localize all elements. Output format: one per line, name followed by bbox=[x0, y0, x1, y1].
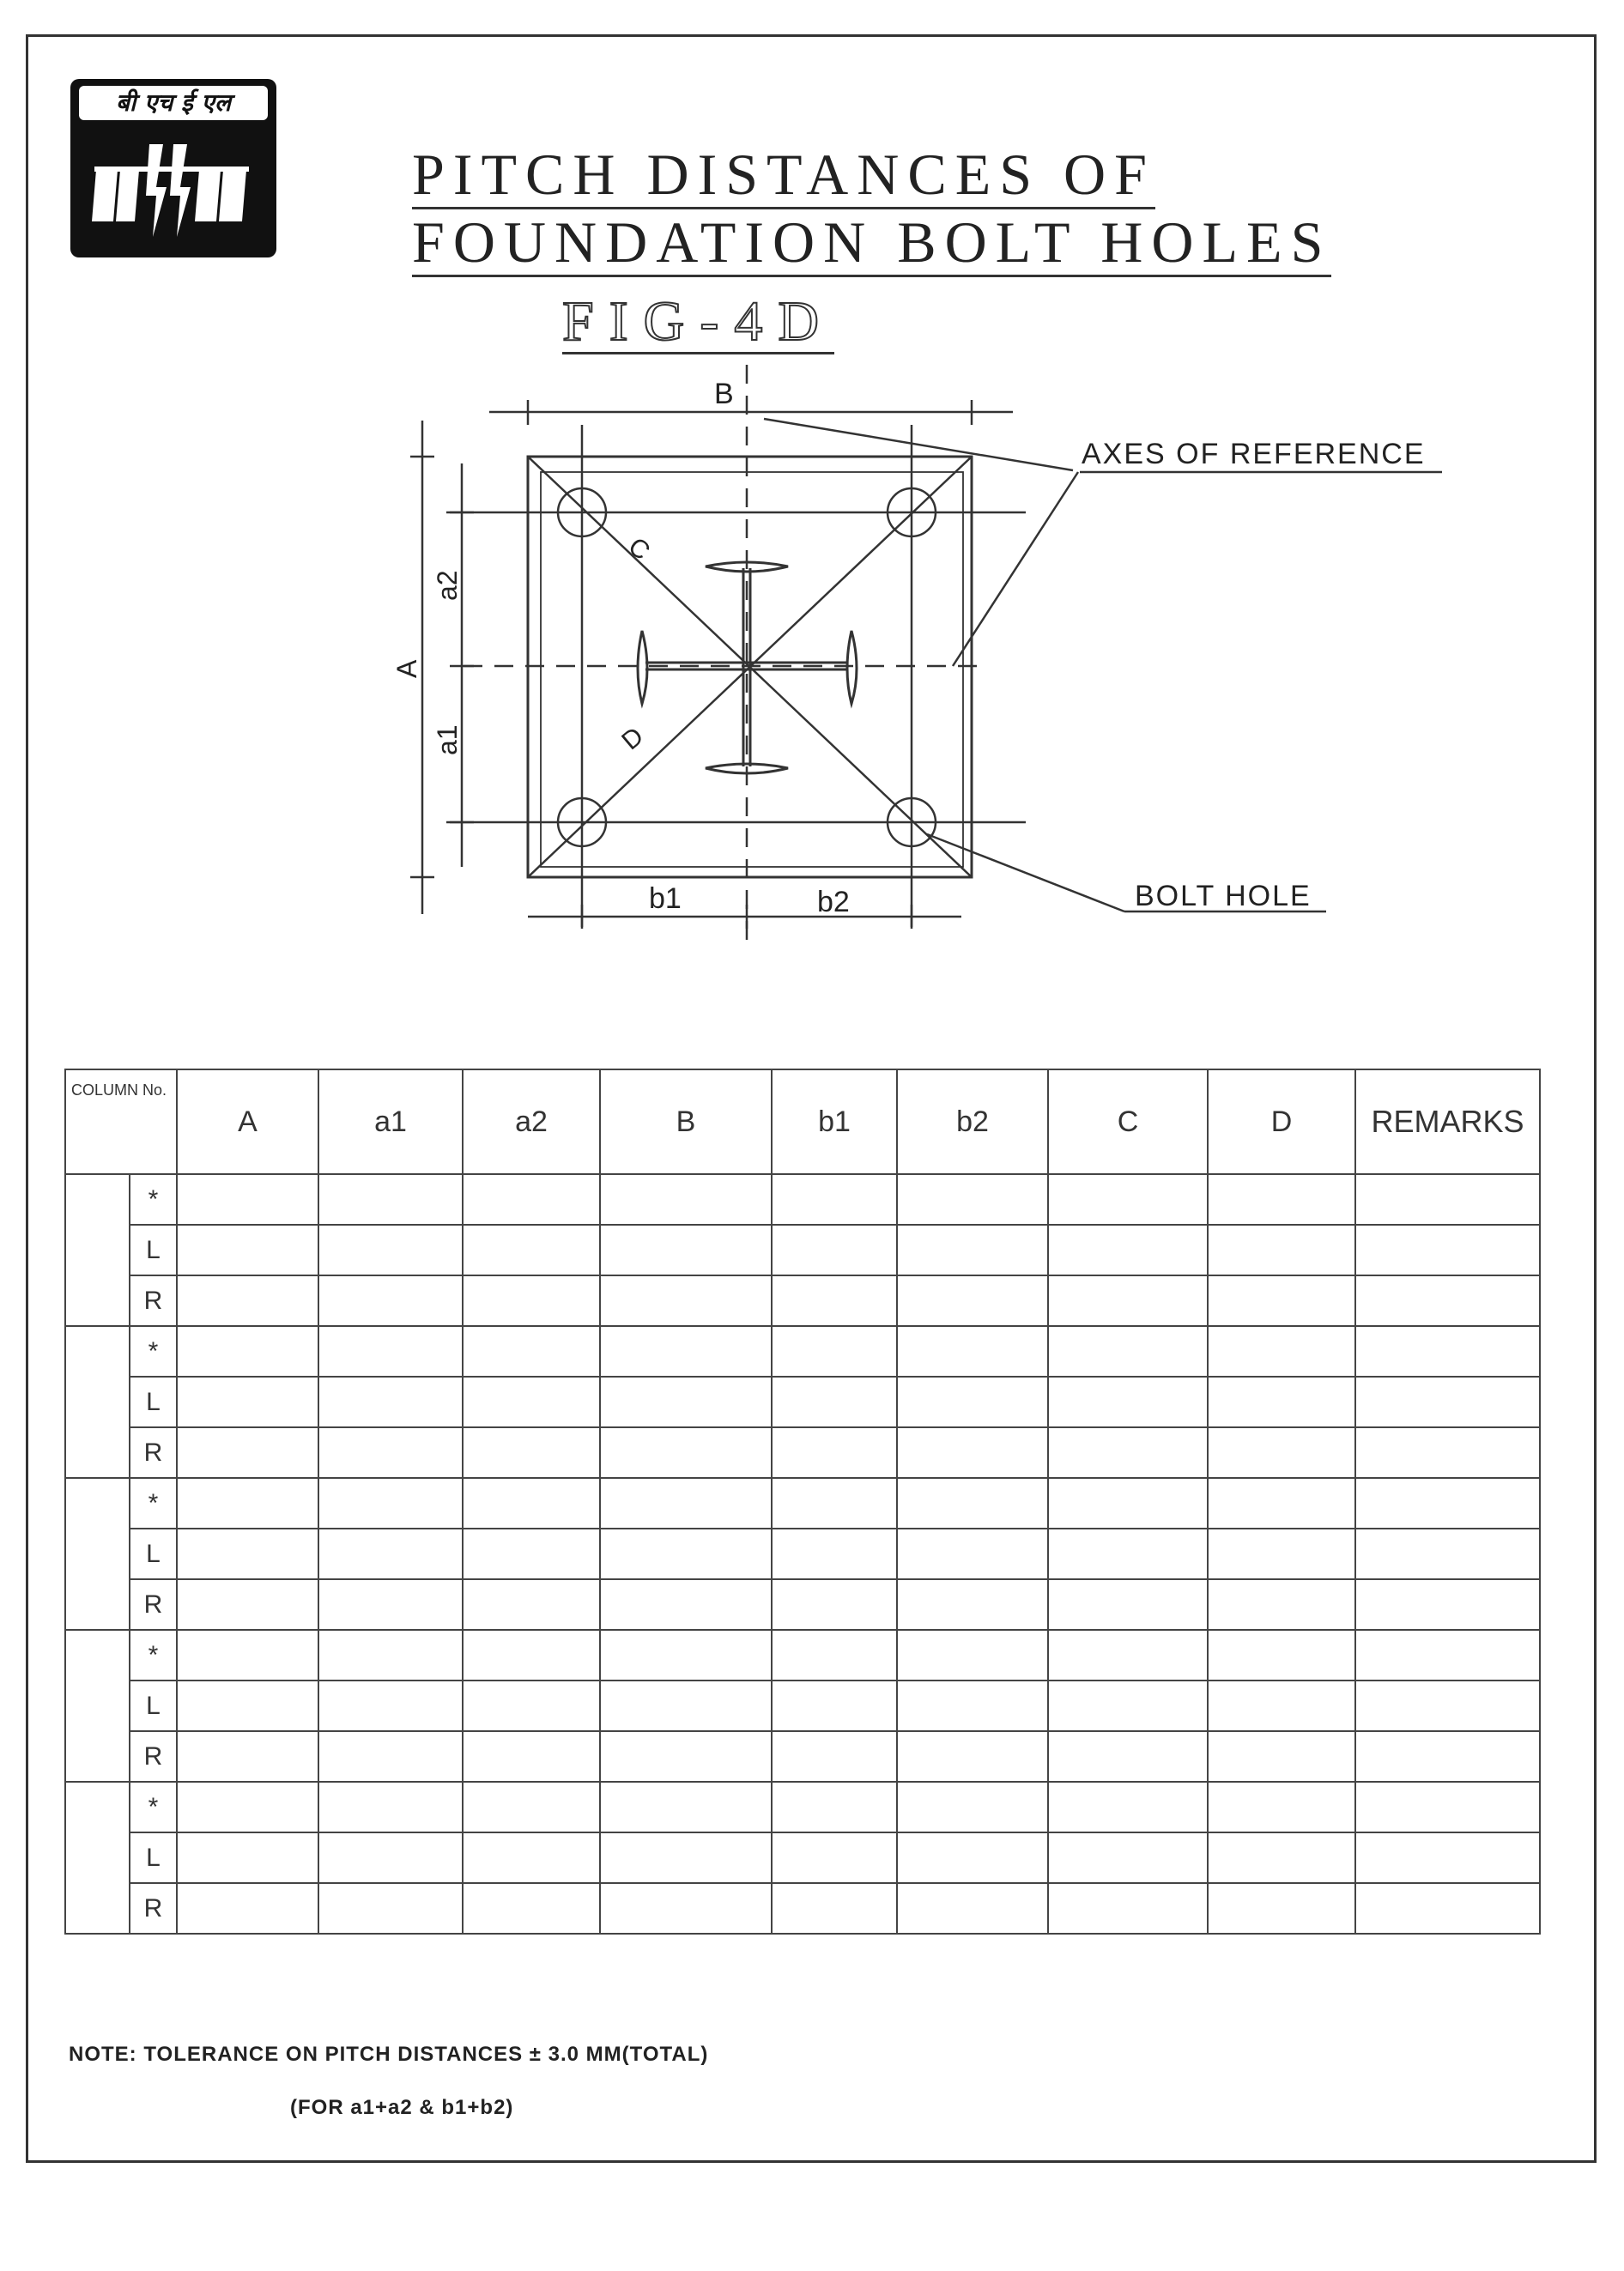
row-side-label: * bbox=[130, 1782, 177, 1832]
table-row bbox=[65, 1782, 1540, 1832]
table-cell[interactable] bbox=[177, 1630, 318, 1681]
table-cell[interactable] bbox=[772, 1579, 897, 1630]
table-cell[interactable] bbox=[463, 1731, 600, 1782]
table-cell[interactable] bbox=[1355, 1832, 1540, 1883]
table-cell[interactable] bbox=[1355, 1883, 1540, 1934]
row-side-label: R bbox=[130, 1427, 177, 1478]
table-cell[interactable] bbox=[772, 1326, 897, 1377]
table-cell[interactable] bbox=[318, 1377, 463, 1427]
table-cell[interactable] bbox=[177, 1731, 318, 1782]
table-cell[interactable] bbox=[600, 1731, 772, 1782]
table-cell[interactable] bbox=[1208, 1174, 1355, 1225]
table-cell[interactable] bbox=[1048, 1326, 1208, 1377]
table-cell[interactable] bbox=[1208, 1275, 1355, 1326]
table-cell[interactable] bbox=[463, 1782, 600, 1832]
table-row bbox=[65, 1174, 1540, 1225]
table-cell[interactable] bbox=[463, 1174, 600, 1225]
title-line-1: PITCH DISTANCES OF bbox=[412, 142, 1155, 209]
table-cell[interactable] bbox=[177, 1225, 318, 1275]
table-cell[interactable] bbox=[1208, 1630, 1355, 1681]
table-cell[interactable] bbox=[1048, 1529, 1208, 1579]
row-side-label: L bbox=[130, 1681, 177, 1731]
table-cell[interactable] bbox=[1048, 1275, 1208, 1326]
table-cell[interactable] bbox=[177, 1174, 318, 1225]
table-cell[interactable] bbox=[318, 1529, 463, 1579]
table-cell[interactable] bbox=[772, 1832, 897, 1883]
table-cell[interactable] bbox=[1048, 1630, 1208, 1681]
table-cell[interactable] bbox=[177, 1478, 318, 1529]
row-side-label: R bbox=[130, 1579, 177, 1630]
table-cell[interactable] bbox=[772, 1681, 897, 1731]
table-cell[interactable] bbox=[897, 1225, 1048, 1275]
table-cell[interactable] bbox=[600, 1427, 772, 1478]
table-row bbox=[65, 1275, 1540, 1326]
table-cell[interactable] bbox=[177, 1782, 318, 1832]
row-side-label: R bbox=[130, 1883, 177, 1934]
table-row bbox=[65, 1427, 1540, 1478]
table-cell[interactable] bbox=[897, 1832, 1048, 1883]
table-cell[interactable] bbox=[1208, 1427, 1355, 1478]
table-row bbox=[65, 1630, 1540, 1681]
table-cell[interactable] bbox=[318, 1883, 463, 1934]
table-cell[interactable] bbox=[1208, 1529, 1355, 1579]
table-row bbox=[65, 1579, 1540, 1630]
table-cell[interactable] bbox=[772, 1883, 897, 1934]
table-cell[interactable] bbox=[897, 1427, 1048, 1478]
table-cell[interactable] bbox=[177, 1529, 318, 1579]
table-cell[interactable] bbox=[897, 1529, 1048, 1579]
table-cell[interactable] bbox=[1355, 1377, 1540, 1427]
table-cell[interactable] bbox=[463, 1326, 600, 1377]
table-cell[interactable] bbox=[897, 1174, 1048, 1225]
table-cell[interactable] bbox=[1048, 1377, 1208, 1427]
table-cell[interactable] bbox=[772, 1377, 897, 1427]
table-cell[interactable] bbox=[177, 1579, 318, 1630]
table-cell[interactable] bbox=[1048, 1782, 1208, 1832]
table-cell[interactable] bbox=[1208, 1579, 1355, 1630]
table-cell[interactable] bbox=[772, 1427, 897, 1478]
table-cell[interactable] bbox=[897, 1731, 1048, 1782]
table-cell[interactable] bbox=[463, 1478, 600, 1529]
table-cell[interactable] bbox=[177, 1883, 318, 1934]
table-cell[interactable] bbox=[1208, 1681, 1355, 1731]
label-a1: a1 bbox=[432, 724, 463, 755]
table-cell[interactable] bbox=[600, 1225, 772, 1275]
table-cell[interactable] bbox=[1048, 1832, 1208, 1883]
title-line-2: FOUNDATION BOLT HOLES bbox=[412, 209, 1331, 277]
table-cell[interactable] bbox=[600, 1681, 772, 1731]
header-a1: a1 bbox=[318, 1069, 463, 1174]
table-cell[interactable] bbox=[600, 1832, 772, 1883]
table-cell[interactable] bbox=[1355, 1478, 1540, 1529]
table-cell[interactable] bbox=[600, 1377, 772, 1427]
table-cell[interactable] bbox=[463, 1630, 600, 1681]
table-cell[interactable] bbox=[1355, 1427, 1540, 1478]
table-cell[interactable] bbox=[772, 1782, 897, 1832]
table-cell[interactable] bbox=[1355, 1529, 1540, 1579]
table-cell[interactable] bbox=[1355, 1275, 1540, 1326]
table-row bbox=[65, 1225, 1540, 1275]
table-cell[interactable] bbox=[318, 1832, 463, 1883]
table-cell[interactable] bbox=[897, 1579, 1048, 1630]
table-cell[interactable] bbox=[1355, 1630, 1540, 1681]
table-cell[interactable] bbox=[600, 1630, 772, 1681]
table-cell[interactable] bbox=[772, 1174, 897, 1225]
table-cell[interactable] bbox=[1355, 1782, 1540, 1832]
table-cell[interactable] bbox=[463, 1275, 600, 1326]
row-side-label: L bbox=[130, 1832, 177, 1883]
table-cell[interactable] bbox=[1208, 1225, 1355, 1275]
table-cell[interactable] bbox=[1208, 1326, 1355, 1377]
table-row bbox=[65, 1832, 1540, 1883]
label-A: A bbox=[391, 659, 422, 678]
table-cell[interactable] bbox=[318, 1174, 463, 1225]
table-cell[interactable] bbox=[772, 1275, 897, 1326]
column-no-cell[interactable] bbox=[65, 1630, 130, 1782]
table-cell[interactable] bbox=[318, 1275, 463, 1326]
table-cell[interactable] bbox=[1355, 1731, 1540, 1782]
header-D: D bbox=[1208, 1069, 1355, 1174]
label-C: C bbox=[622, 532, 656, 566]
label-axes-of-reference: AXES OF REFERENCE bbox=[1082, 438, 1426, 470]
pitch-distance-table bbox=[64, 1069, 1541, 1935]
table-row bbox=[65, 1731, 1540, 1782]
table-body bbox=[65, 1174, 1540, 1934]
table-cell[interactable] bbox=[1048, 1579, 1208, 1630]
table-cell[interactable] bbox=[1048, 1731, 1208, 1782]
table-cell[interactable] bbox=[318, 1427, 463, 1478]
table-cell[interactable] bbox=[318, 1681, 463, 1731]
table-cell[interactable] bbox=[772, 1478, 897, 1529]
table-cell[interactable] bbox=[1208, 1731, 1355, 1782]
column-no-cell[interactable] bbox=[65, 1782, 130, 1934]
table-cell[interactable] bbox=[463, 1681, 600, 1731]
table-cell[interactable] bbox=[600, 1782, 772, 1832]
table-cell[interactable] bbox=[1048, 1225, 1208, 1275]
header-a2: a2 bbox=[463, 1069, 600, 1174]
table-cell[interactable] bbox=[600, 1579, 772, 1630]
table-cell[interactable] bbox=[463, 1377, 600, 1427]
table-cell[interactable] bbox=[318, 1782, 463, 1832]
row-side-label: * bbox=[130, 1630, 177, 1681]
table-cell[interactable] bbox=[897, 1326, 1048, 1377]
table-cell[interactable] bbox=[318, 1731, 463, 1782]
table-cell[interactable] bbox=[177, 1326, 318, 1377]
table-cell[interactable] bbox=[1048, 1427, 1208, 1478]
table-cell[interactable] bbox=[600, 1275, 772, 1326]
table-cell[interactable] bbox=[463, 1883, 600, 1934]
table-cell[interactable] bbox=[772, 1731, 897, 1782]
table-cell[interactable] bbox=[177, 1427, 318, 1478]
header-B: B bbox=[600, 1069, 772, 1174]
figure-label: FIG-4D bbox=[562, 290, 834, 353]
table-cell[interactable] bbox=[318, 1579, 463, 1630]
table-cell[interactable] bbox=[1355, 1225, 1540, 1275]
row-side-label: R bbox=[130, 1275, 177, 1326]
table-cell[interactable] bbox=[1208, 1377, 1355, 1427]
table-cell[interactable] bbox=[772, 1225, 897, 1275]
table-row bbox=[65, 1681, 1540, 1731]
table-cell[interactable] bbox=[600, 1883, 772, 1934]
table-cell[interactable] bbox=[318, 1630, 463, 1681]
header-column-no: COLUMN No. bbox=[65, 1069, 177, 1174]
column-no-cell[interactable] bbox=[65, 1174, 130, 1326]
table-cell[interactable] bbox=[772, 1630, 897, 1681]
table-cell[interactable] bbox=[600, 1174, 772, 1225]
table-cell[interactable] bbox=[897, 1782, 1048, 1832]
header-remarks: REMARKS bbox=[1355, 1069, 1540, 1174]
table-cell[interactable] bbox=[600, 1326, 772, 1377]
table-cell[interactable] bbox=[1355, 1174, 1540, 1225]
table-cell[interactable] bbox=[1355, 1579, 1540, 1630]
table-cell[interactable] bbox=[463, 1225, 600, 1275]
label-D: D bbox=[616, 722, 650, 756]
table-cell[interactable] bbox=[897, 1478, 1048, 1529]
bolt-hole-drawing bbox=[0, 0, 1624, 987]
table-cell[interactable] bbox=[1208, 1782, 1355, 1832]
row-side-label: R bbox=[130, 1731, 177, 1782]
table-cell[interactable] bbox=[463, 1832, 600, 1883]
row-side-label: * bbox=[130, 1174, 177, 1225]
table-cell[interactable] bbox=[318, 1326, 463, 1377]
table-cell[interactable] bbox=[1048, 1883, 1208, 1934]
table-cell[interactable] bbox=[772, 1529, 897, 1579]
row-side-label: L bbox=[130, 1529, 177, 1579]
table-row bbox=[65, 1529, 1540, 1579]
table-cell[interactable] bbox=[463, 1529, 600, 1579]
header-b2: b2 bbox=[897, 1069, 1048, 1174]
label-b2: b2 bbox=[817, 886, 850, 918]
table-row bbox=[65, 1326, 1540, 1377]
table-cell[interactable] bbox=[318, 1478, 463, 1529]
table-cell[interactable] bbox=[1355, 1681, 1540, 1731]
table-cell[interactable] bbox=[600, 1478, 772, 1529]
row-side-label: L bbox=[130, 1377, 177, 1427]
column-no-cell[interactable] bbox=[65, 1478, 130, 1630]
header-b1: b1 bbox=[772, 1069, 897, 1174]
label-B: B bbox=[714, 378, 734, 410]
table-cell[interactable] bbox=[1048, 1478, 1208, 1529]
column-no-cell[interactable] bbox=[65, 1326, 130, 1478]
header-C: C bbox=[1048, 1069, 1208, 1174]
table-cell[interactable] bbox=[897, 1681, 1048, 1731]
table-cell[interactable] bbox=[1355, 1326, 1540, 1377]
table-cell[interactable] bbox=[463, 1579, 600, 1630]
table-cell[interactable] bbox=[897, 1630, 1048, 1681]
table-cell[interactable] bbox=[318, 1225, 463, 1275]
table-cell[interactable] bbox=[177, 1377, 318, 1427]
table-row bbox=[65, 1478, 1540, 1529]
label-a2: a2 bbox=[432, 570, 463, 601]
table-cell[interactable] bbox=[1048, 1681, 1208, 1731]
table-cell[interactable] bbox=[177, 1681, 318, 1731]
table-cell[interactable] bbox=[897, 1275, 1048, 1326]
table-cell[interactable] bbox=[1048, 1174, 1208, 1225]
table-cell[interactable] bbox=[600, 1529, 772, 1579]
tolerance-note: NOTE: TOLERANCE ON PITCH DISTANCES ± 3.0 MM(TOTAL) bbox=[69, 2043, 709, 2066]
table-cell[interactable] bbox=[463, 1427, 600, 1478]
tolerance-note-sub: (FOR a1+a2 & b1+b2) bbox=[290, 2096, 514, 2119]
header-A: A bbox=[177, 1069, 318, 1174]
logo-hindi-text: बी एच ई एल bbox=[79, 86, 268, 120]
table-cell[interactable] bbox=[1208, 1478, 1355, 1529]
table-cell[interactable] bbox=[1208, 1883, 1355, 1934]
row-side-label: L bbox=[130, 1225, 177, 1275]
table-cell[interactable] bbox=[177, 1832, 318, 1883]
table-cell[interactable] bbox=[897, 1377, 1048, 1427]
table-cell[interactable] bbox=[897, 1883, 1048, 1934]
label-bolt-hole: BOLT HOLE bbox=[1135, 880, 1312, 912]
table-row bbox=[65, 1377, 1540, 1427]
row-side-label: * bbox=[130, 1326, 177, 1377]
table-cell[interactable] bbox=[1208, 1832, 1355, 1883]
table-row bbox=[65, 1883, 1540, 1934]
row-side-label: * bbox=[130, 1478, 177, 1529]
table-cell[interactable] bbox=[177, 1275, 318, 1326]
label-b1: b1 bbox=[649, 882, 682, 915]
